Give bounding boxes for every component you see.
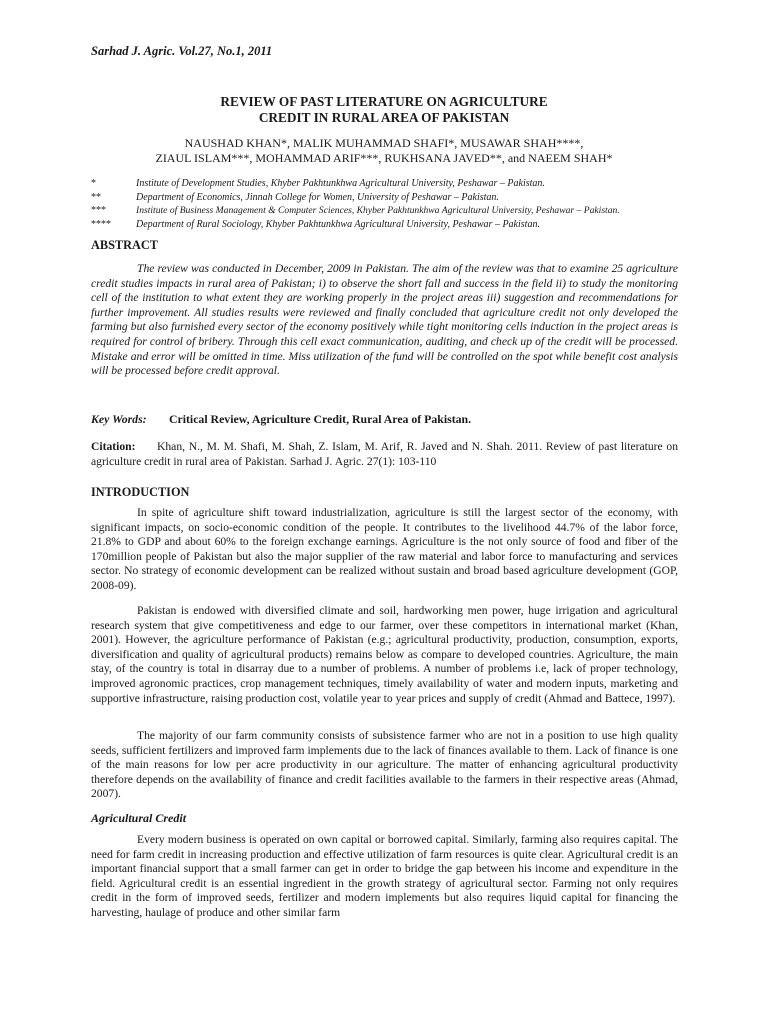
abstract-heading: ABSTRACT: [91, 238, 158, 252]
affiliation-row: [91, 191, 691, 205]
citation-label: Citation:: [91, 440, 136, 453]
agricultural-credit-heading: Agricultural Credit: [91, 811, 187, 825]
intro-paragraph-1: [91, 506, 678, 594]
agricultural-credit-text: Every modern business is operated on own capital or borrowed capital. Similarly, farming also requires capital. The need for farm credit in increasing production and effective utilization of farm resources is quite clear. Agricultural credit is an important financial support that a small farmer can get in order to bridge the gap between his income and expenditure in the field. Agricultural credit is an essential ingredient in the growth strategy of agricultural sector. Farming not only requires credit in the form of improved seeds, fertilizer and modern implements but also requires liquid capital for financing the harvesting, haulage of produce and other similar farm: [91, 833, 678, 919]
affiliation-row: [91, 204, 691, 218]
intro-paragraph-1-text: In spite of agriculture shift toward industrialization, agriculture is still the largest sector of the economy, with significant impacts, on socio-economic condition of the people. It contributes to the livelihood 44.7% of the labor force, 21.8% to GDP and about 60% to the foreign exchange earnings. Agriculture is the not only source of food and fiber of the 170million people of Pakistan but also the major supplier of the raw material and labor force to manufacturing and services sector. No strategy of economic development can be realized without sustain and broad based agriculture development (GOP, 2008-09).: [91, 506, 678, 592]
keywords-value: Critical Review, Agriculture Credit, Rural Area of Pakistan.: [168, 412, 472, 426]
citation-text: Khan, N., M. M. Shafi, M. Shah, Z. Islam, M. Arif, R. Javed and N. Shah. 2011. Review of past literature on agriculture credit in rural area of Pakistan. Sarhad J. Agric. 27(1): 103-110: [91, 440, 678, 468]
title-line-1: REVIEW OF PAST LITERATURE ON AGRICULTURE: [220, 94, 548, 109]
affiliation-text: Institute of Development Studies, Khyber Pakhtunkhwa Agricultural University, Peshawar – Pakistan.: [136, 178, 545, 189]
intro-paragraph-3: [91, 729, 678, 802]
affiliation-text: Institute of Business Management & Computer Sciences, Khyber Pakhtunkhwa Agricultural University, Peshawar – Pakistan.: [136, 205, 620, 216]
citation: [91, 440, 678, 469]
keywords-label: Key Words:: [91, 412, 147, 426]
title-line-2: CREDIT IN RURAL AREA OF PAKISTAN: [258, 110, 510, 125]
affiliation-text: Department of Rural Sociology, Khyber Pakhtunkhwa Agricultural University, Peshawar – Pakistan.: [136, 218, 540, 230]
affiliation-row: [91, 177, 691, 191]
agricultural-credit-paragraph: [91, 833, 678, 921]
keywords: [91, 412, 691, 427]
affiliation-mark: ****: [91, 218, 111, 230]
intro-paragraph-2: [91, 604, 678, 706]
journal-header: Sarhad J. Agric. Vol.27, No.1, 2011: [91, 44, 273, 58]
authors-line-1: NAUSHAD KHAN*, MALIK MUHAMMAD SHAFI*, MUSAWAR SHAH****,: [184, 136, 584, 150]
abstract-body: The review was conducted in December, 2009 in Pakistan. The aim of the review was that to examine 25 agriculture credit studies impacts in rural area of Pakistan; i) to observe the short fall and success in the field ii) to study the monitoring cell of the institution to what extent they are working properly in the project areas iii) suggestion and recommendations for further improvement. All studies results were reviewed and finally concluded that agriculture credit not only developed the farming but also furnished every sector of the economy positively while tight monitoring cells induction in the project areas is required for control of bribery. Through this cell exact communication, auditing, and check up of the credit will be processed. Mistake and error will be omitted in time. Miss utilization of the fund will be controlled on the spot while benefit cost analysis will be processed before credit approval.: [91, 262, 678, 378]
affiliations: [91, 177, 691, 231]
abstract-text: [91, 262, 678, 379]
paper-title: [0, 94, 768, 126]
affiliation-row: [91, 218, 691, 232]
affiliation-mark: ***: [91, 205, 106, 216]
authors-line-2: ZIAUL ISLAM***, MOHAMMAD ARIF***, RUKHSANA JAVED**, and NAEEM SHAH*: [155, 151, 613, 165]
intro-paragraph-3-text: The majority of our farm community consists of subsistence farmer who are not in a position to use high quality seeds, sufficient fertilizers and improved farm implements due to the lack of finances available to them. Lack of finance is one of the main reasons for low per acre productivity in our agriculture. The matter of enhancing agricultural productivity therefore depends on the availability of finance and credit facilities available to the farmers in their respective areas (Ahmad, 2007).: [91, 729, 678, 801]
affiliation-mark: **: [91, 191, 101, 203]
author-list: [0, 136, 768, 166]
intro-paragraph-2-text: Pakistan is endowed with diversified climate and soil, hardworking men power, huge irrigation and agricultural research system that give competitiveness and edge to our farmer, over these competitors in international market (Khan, 2001). However, the agriculture performance of Pakistan (e.g.; agricultural productivity, production, consumption, exports, diversification and quality of agricultural products) remains below as compare to developed countries. Agriculture, the main stay, of the country is total in disarray due to a number of problems. A number of problems i.e, lack of proper technology, improved agronomic practices, crop management techniques, timely availability of water and modern inputs, marketing and supportive infrastructure, raising production cost, volatile year to year prices and supply of credit (Ahmad and Battece, 1997).: [91, 604, 678, 705]
affiliation-text: Department of Economics, Jinnah College for Women, University of Peshawar – Pakistan.: [136, 191, 499, 203]
introduction-heading: INTRODUCTION: [91, 485, 190, 499]
affiliation-mark: *: [91, 178, 96, 189]
